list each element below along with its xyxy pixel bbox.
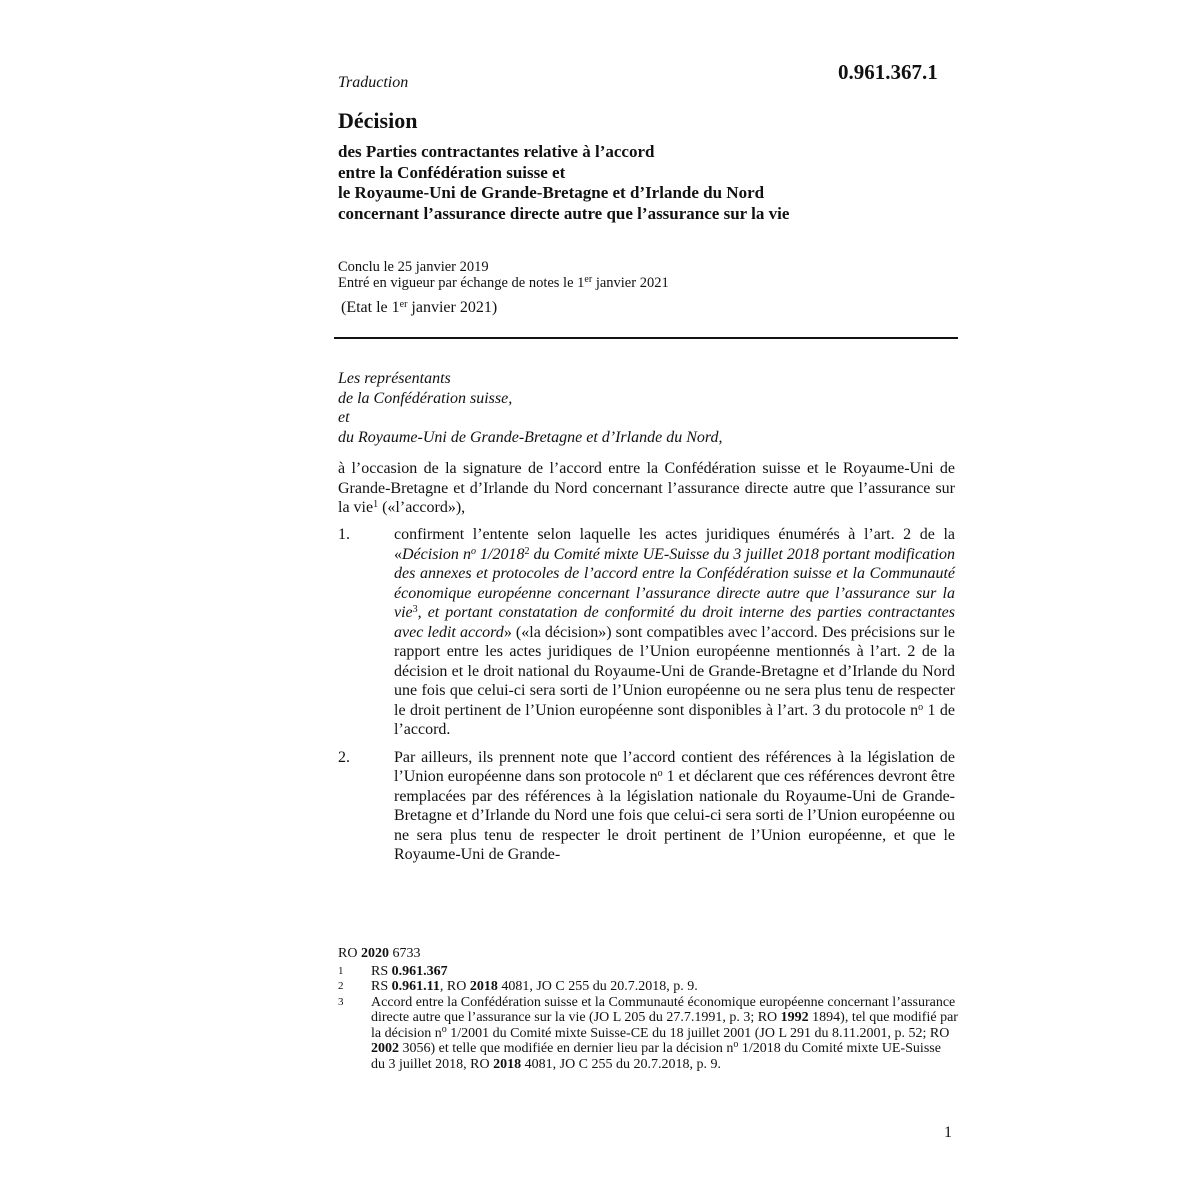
header-divider [334, 337, 958, 339]
footnote-1 [338, 964, 958, 980]
footnotes [338, 946, 958, 1072]
intro-paragraph [338, 459, 955, 518]
entry-text-end: janvier 2021 [592, 275, 669, 291]
preamble [338, 369, 958, 447]
page-number: 1 [944, 1124, 952, 1141]
footnote-ref-3[interactable]: 3 [412, 604, 418, 615]
footnote-3 [338, 995, 958, 1073]
subtitle-line: concernant l’assurance directe autre que l’assurance sur la vie [338, 203, 790, 223]
footnote-ref-2[interactable]: 2 [524, 545, 530, 557]
concluded-date: Conclu le 25 janvier 2019 [338, 259, 489, 275]
list-item-text: Par ailleurs, ils prennent note que l’accord contient des références à la législation de l’Union européenne dans son protocole $n^o$ 1 et déclarent que ces références devront être remplacées par des références à la législation nationale du Royaume-Uni de Grande-Bretagne et d’Irlande du Nord une fois que celui-ci sera sorti de l’Union européenne ou ne sera plus tenu de respecter le droit pertinent de l’Union européenne, et que le Royaume-Uni de Grande- [394, 748, 955, 863]
preamble-line: de la Confédération suisse, [338, 389, 513, 407]
rs-number: 0.961.367.1 [838, 60, 938, 84]
subtitle-line: entre la Confédération suisse et [338, 162, 566, 182]
document-title: Décision [338, 108, 418, 133]
subtitle-line: le Royaume-Uni de Grande-Bretagne et d’Irlande du Nord [338, 183, 765, 202]
footnote-text: Accord entre la Confédération suisse et la Communauté économique européenne concernant l’assurance directe autre que l’assurance sur la vie (JO L 205 du 27.7.1991, p. 3; RO 1992 1894), tel que modifié par la décision $n^o$ 1/2001 du Comité mixte Suisse-CE du 18 juillet 2001 (JO L 291 du 8.11.2001, p. 52; RO 2002 3056) et telle que modifiée en dernier lieu par la décision $n^o$ 1/2018 du Comité mixte UE-Suisse du 3 juillet 2018, RO 2018 4081, JO C 255 du 20.7.2018, p. 9. [371, 994, 958, 1072]
etat-text: (Etat le 1 [341, 299, 400, 316]
list-item [338, 525, 955, 740]
list-item-text: confirment l’entente selon laquelle les actes juridiques énumérés à l’art. 2 de la «Décision $n^o$ 1/2018$^2$ du Comité mixte UE-Suisse du 3 juillet 2018 portant modification des annexes et protocoles de l’accord entre la Confédération suisse et la Communauté économique européenne concernant l’assurance directe autre que l’assurance sur la vie$^3$, et portant constatation de conformité du droit interne des parties contractantes avec ledit accord» («la décision») sont compatibles avec l’accord. Des précisions sur le rapport entre les actes juridiques de l’Union européenne mentionnés à l’art. 2 de la décision et le droit national du Royaume-Uni de Grande-Bretagne et d’Irlande du Nord une fois que celui-ci sera sorti de l’Union européenne ou ne sera plus tenu de respecter le droit pertinent de l’Union européenne sont disponibles à l’art. 3 du protocole $n^o$ 1 de l’accord. [394, 526, 956, 738]
ro-reference: RO 2020 6733 [338, 946, 421, 961]
etat-sup: er [399, 299, 408, 310]
entry-text: Entré en vigueur par échange de notes le 1 [338, 275, 585, 291]
footnote-ref-1[interactable]: 1 [373, 499, 379, 510]
document-dates [338, 259, 669, 291]
footnote-2 [338, 979, 958, 995]
list-item-number: 1. [338, 526, 350, 543]
document-subtitle [338, 142, 789, 224]
entry-sup: er [584, 274, 593, 285]
list-item-number: 2. [338, 748, 350, 766]
footnote-text: RS 0.961.367 [371, 963, 448, 979]
footnote-mark: 3 [338, 995, 344, 1008]
status-date [341, 299, 497, 317]
numbered-list [338, 525, 955, 873]
intro-text: à l’occasion de la signature de l’accord entre la Confédération suisse et le Royaume-Uni de Grande-Bretagne et d’Irlande du Nord concernant l’assurance directe autre que l’assurance sur la vie [338, 460, 955, 516]
footnote-mark: 1 [338, 964, 344, 977]
preamble-line: et [338, 409, 350, 426]
preamble-line: du Royaume-Uni de Grande-Bretagne et d’Irlande du Nord, [338, 428, 723, 446]
preamble-line: Les représentants [338, 370, 451, 387]
footnote-text: RS 0.961.11, RO 2018 4081, JO C 255 du 20.7.2018, p. 9. [371, 979, 698, 994]
entry-into-force-date [338, 275, 669, 291]
subtitle-line: des Parties contractantes relative à l’accord [338, 142, 655, 161]
footnote-mark: 2 [338, 980, 344, 992]
intro-text-end: («l’accord»), [378, 499, 466, 516]
etat-text-end: janvier 2021) [407, 299, 498, 316]
list-item [338, 748, 955, 865]
translation-label: Traduction [338, 74, 409, 91]
